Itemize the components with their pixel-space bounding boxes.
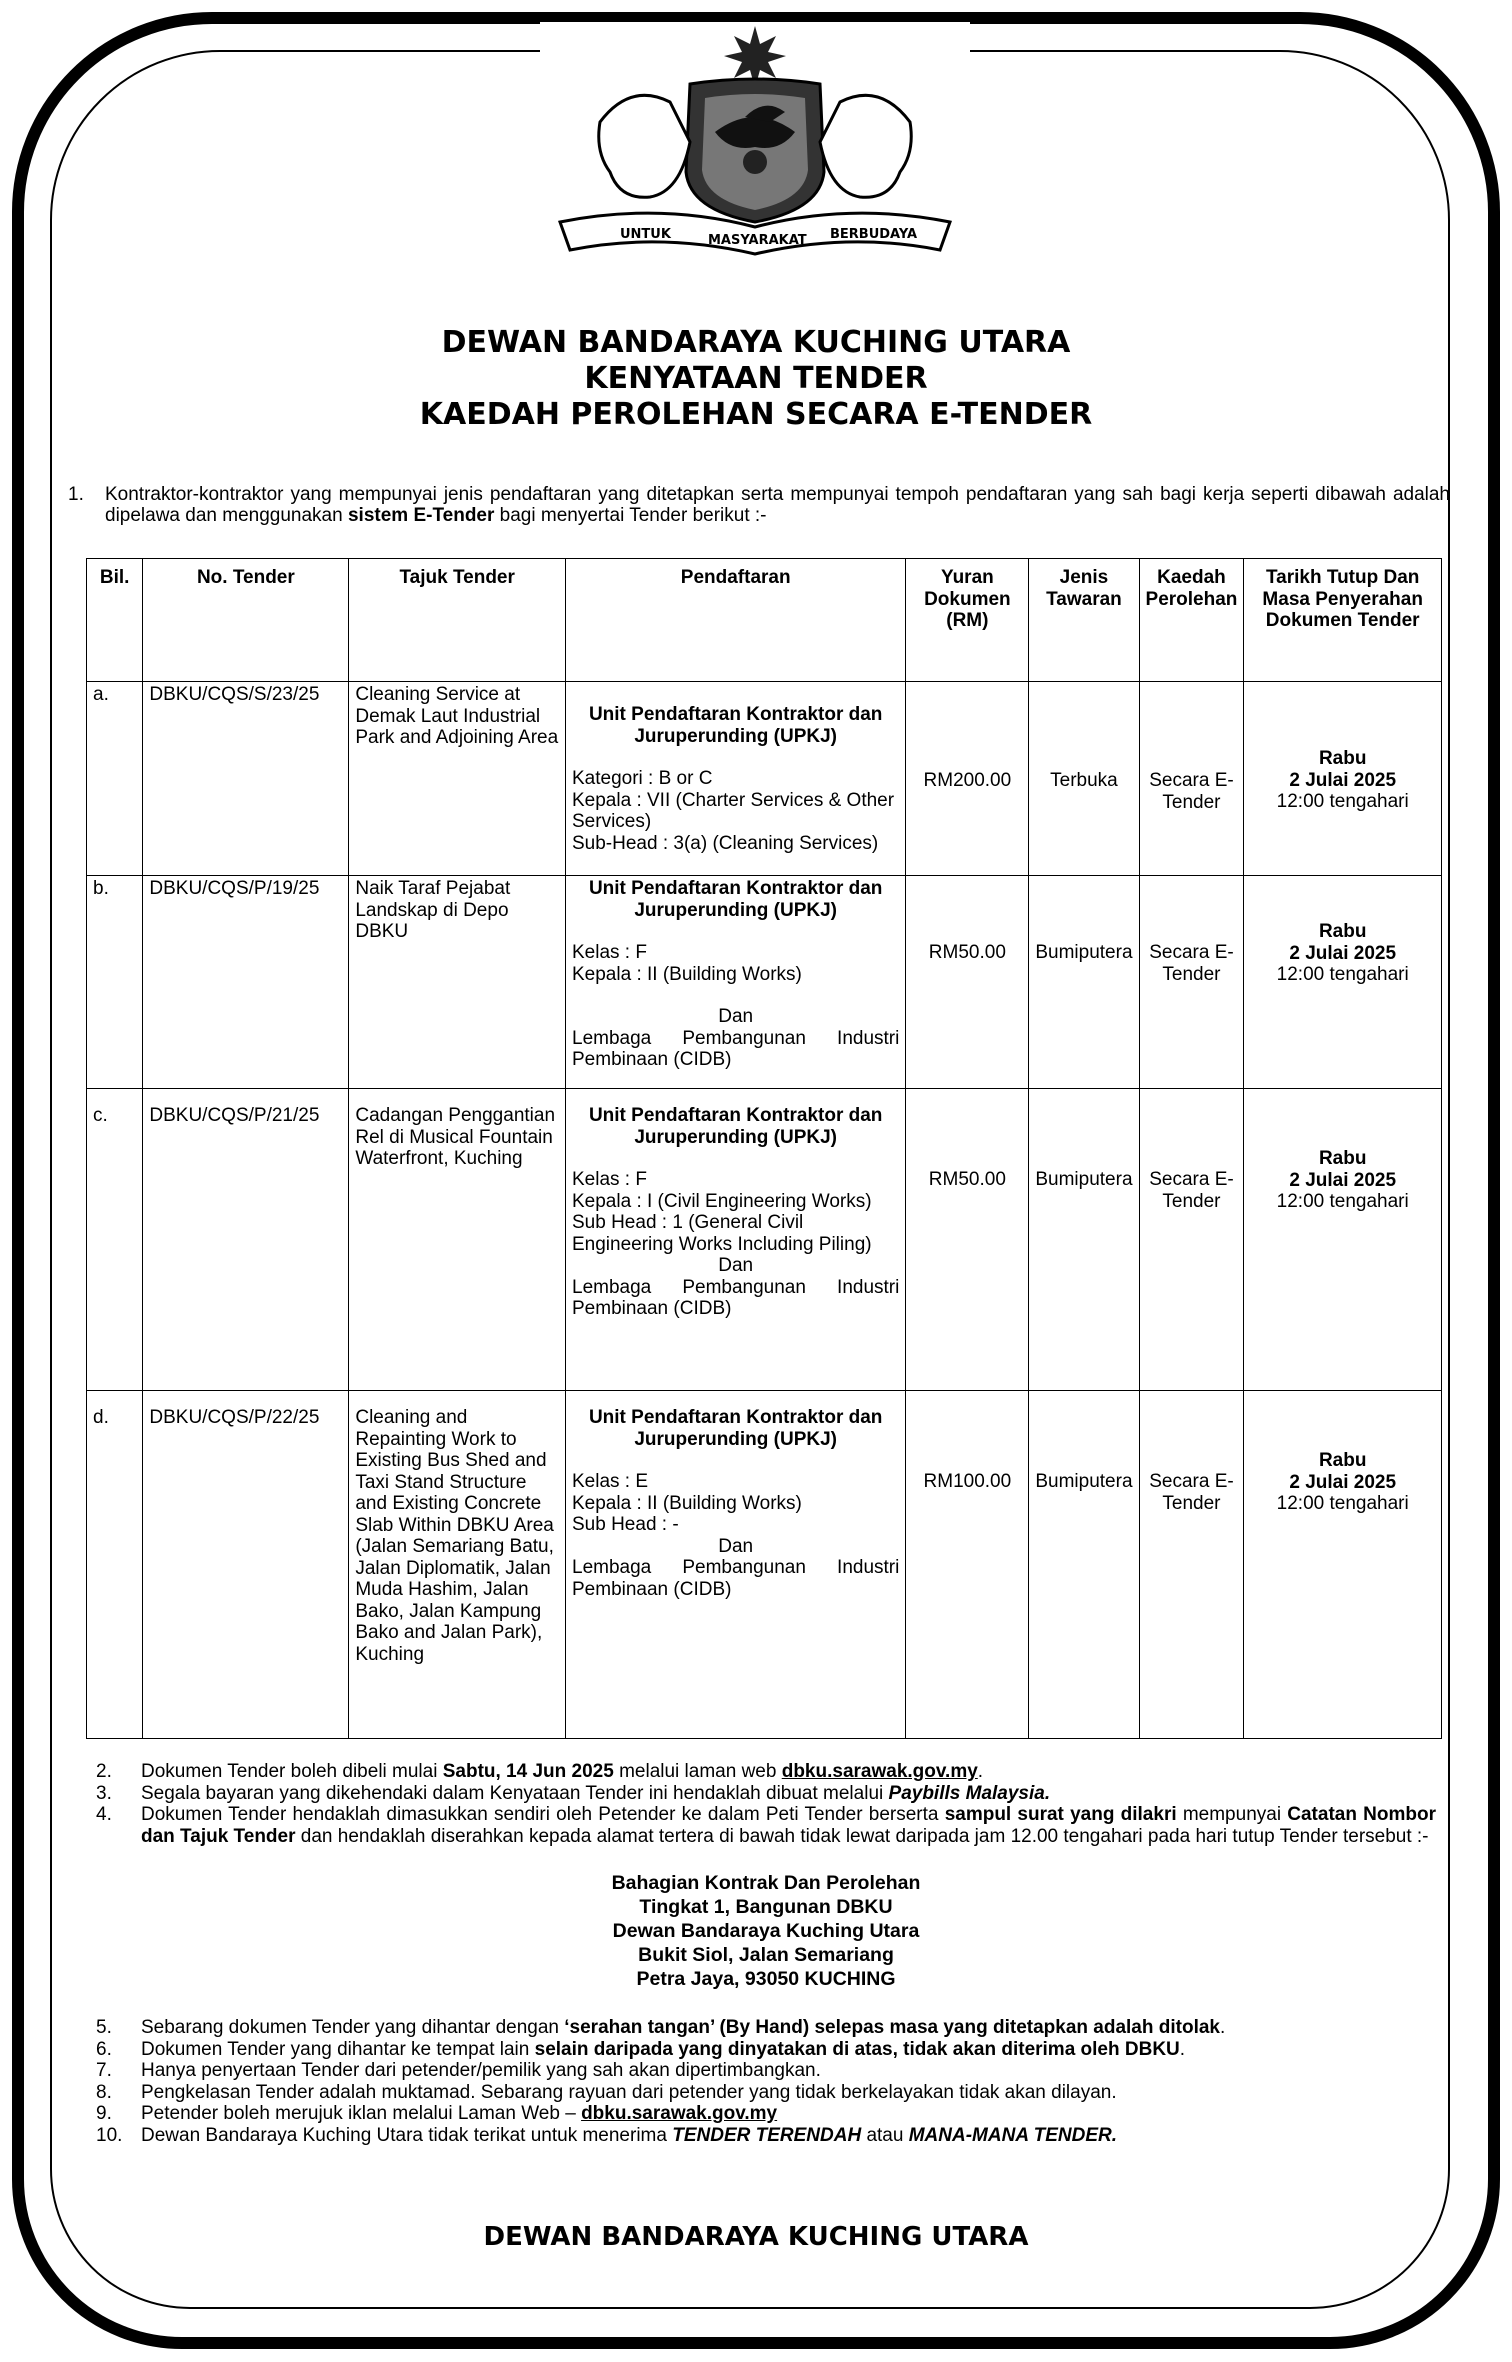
address-line: Bukit Siol, Jalan Semariang bbox=[638, 1944, 894, 1966]
detail-line: Kepala : I (Civil Engineering Works) bbox=[572, 1190, 872, 1212]
detail-line: Kepala : II (Building Works) bbox=[572, 963, 802, 985]
dan-label: Dan bbox=[718, 1535, 754, 1557]
row-bil: d. bbox=[87, 1391, 143, 1739]
row-day: Rabu bbox=[1318, 1450, 1367, 1471]
header-kaedah: Kaedah Perolehan bbox=[1139, 559, 1244, 682]
note-text: mempunyai bbox=[1176, 1804, 1288, 1825]
row-yuran: RM200.00 bbox=[923, 770, 1012, 791]
note-text: . bbox=[1219, 2017, 1226, 2038]
note-2 bbox=[96, 1761, 1436, 1783]
detail-line: Kepala : II (Building Works) bbox=[572, 1492, 802, 1514]
row-kaedah: Secara E-Tender bbox=[1149, 942, 1234, 985]
notes-section bbox=[96, 1761, 1436, 2146]
row-date: 2 Julai 2025 bbox=[1289, 1471, 1397, 1493]
note-bold: ‘serahan tangan’ (By Hand) selepas masa yang ditetapkan adalah ditolak bbox=[564, 2017, 1220, 2038]
row-tajuk: Naik Taraf Pejabat Landskap di Depo DBKU bbox=[349, 876, 566, 1089]
row-day: Rabu bbox=[1318, 1148, 1367, 1169]
detail-line: Sub-Head : 3(a) (Cleaning Services) bbox=[572, 832, 879, 854]
header-yuran: Yuran Dokumen (RM) bbox=[906, 559, 1029, 682]
header-pendaftaran: Pendaftaran bbox=[566, 559, 906, 682]
row-day: Rabu bbox=[1318, 748, 1367, 769]
delivery-address bbox=[96, 1871, 1436, 1991]
row-time: 12:00 tengahari bbox=[1276, 1191, 1409, 1212]
note-text: dan hendaklah diserahkan kepada alamat tertera di bawah tidak lewat daripada jam 12.00 tengahari pada hari tutup Tender tersebut :- bbox=[295, 1825, 1429, 1847]
logo-motto-1: UNTUK bbox=[620, 227, 671, 242]
row-day: Rabu bbox=[1318, 921, 1367, 942]
address-line: Tingkat 1, Bangunan DBKU bbox=[639, 1896, 893, 1918]
row-kaedah: Secara E-Tender bbox=[1149, 1471, 1234, 1514]
note-4 bbox=[96, 1804, 1436, 1847]
detail-line: Kategori : B or C bbox=[572, 768, 713, 789]
note-text: Pengkelasan Tender adalah muktamad. Sebarang rayuan dari petender yang tidak berkelayakan tidak akan dilayan. bbox=[141, 2081, 1117, 2103]
note-bold: sampul surat yang dilakri bbox=[944, 1804, 1177, 1825]
dan-label: Dan bbox=[718, 1006, 754, 1027]
row-kaedah: Secara E-Tender bbox=[1149, 1169, 1234, 1212]
header-jenis: Jenis Tawaran bbox=[1029, 559, 1139, 682]
note-number: 4. bbox=[96, 1804, 112, 1825]
note-text: Dokumen Tender yang dihantar ke tempat lain bbox=[141, 2038, 535, 2060]
detail-line: Kepala : VII (Charter Services & Other Services) bbox=[572, 789, 895, 832]
row-pendaftaran bbox=[566, 876, 906, 1089]
note-bold: Catatan Nombor dan Tajuk Tender bbox=[141, 1804, 1436, 1847]
table-row bbox=[87, 682, 1442, 876]
note-number: 8. bbox=[96, 2081, 112, 2103]
website-link[interactable]: dbku.sarawak.gov.my bbox=[781, 1761, 978, 1782]
note-text: Hanya penyertaan Tender dari petender/pemilik yang sah akan dipertimbangkan. bbox=[141, 2060, 821, 2081]
note-bold: TENDER TERENDAH bbox=[672, 2124, 862, 2146]
row-yuran: RM50.00 bbox=[928, 942, 1006, 963]
table-header-row bbox=[87, 559, 1442, 682]
signature-org: DEWAN BANDARAYA KUCHING UTARA bbox=[483, 2222, 1029, 2252]
row-no-tender: DBKU/CQS/P/21/25 bbox=[143, 1089, 349, 1391]
note-text: Petender boleh merujuk iklan melalui Laman Web – bbox=[141, 2103, 582, 2124]
note-bold: MANA-MANA TENDER. bbox=[908, 2124, 1118, 2146]
intro-number: 1. bbox=[68, 484, 84, 505]
note-5 bbox=[96, 2017, 1436, 2039]
row-kaedah: Secara E-Tender bbox=[1149, 770, 1234, 813]
header-tarikh: Tarikh Tutup Dan Masa Penyerahan Dokumen Tender bbox=[1244, 559, 1442, 682]
row-jenis: Bumiputera bbox=[1035, 1169, 1133, 1190]
upkj-label: Unit Pendaftaran Kontraktor dan Juruperunding (UPKJ) bbox=[588, 704, 883, 747]
header-bil: Bil. bbox=[87, 559, 143, 682]
note-7 bbox=[96, 2060, 1436, 2082]
note-text: Sebarang dokumen Tender yang dihantar dengan bbox=[141, 2017, 565, 2038]
row-bil: b. bbox=[87, 876, 143, 1089]
note-text: atau bbox=[861, 2124, 909, 2146]
note-number: 2. bbox=[96, 1761, 112, 1782]
row-bil: c. bbox=[87, 1089, 143, 1391]
table-row bbox=[87, 1089, 1442, 1391]
title-method: KAEDAH PEROLEHAN SECARA E-TENDER bbox=[419, 397, 1093, 432]
note-text: Segala bayaran yang dikehendaki dalam Kenyataan Tender ini hendaklah dibuat melalui bbox=[141, 1782, 889, 1804]
note-text: . bbox=[1179, 2038, 1186, 2060]
note-text: Dokumen Tender hendaklah dimasukkan sendiri oleh Petender ke dalam Peti Tender berserta bbox=[141, 1804, 945, 1825]
note-number: 5. bbox=[96, 2017, 112, 2038]
cidb-label: Lembaga Pembangunan Industri Pembinaan (CIDB) bbox=[572, 1276, 900, 1319]
table-row bbox=[87, 1391, 1442, 1739]
header-titles bbox=[0, 325, 1512, 433]
address-line: Petra Jaya, 93050 KUCHING bbox=[636, 1968, 896, 1990]
note-6 bbox=[96, 2039, 1436, 2061]
header-tajuk: Tajuk Tender bbox=[349, 559, 566, 682]
row-pendaftaran bbox=[566, 682, 906, 876]
row-no-tender: DBKU/CQS/P/22/25 bbox=[143, 1391, 349, 1739]
note-number: 3. bbox=[96, 1782, 112, 1804]
row-no-tender: DBKU/CQS/S/23/25 bbox=[143, 682, 349, 876]
intro-text-bold: sistem E-Tender bbox=[347, 505, 495, 526]
upkj-label: Unit Pendaftaran Kontraktor dan Juruperunding (UPKJ) bbox=[588, 878, 883, 921]
upkj-label: Unit Pendaftaran Kontraktor dan Juruperunding (UPKJ) bbox=[588, 1407, 883, 1450]
note-text: . bbox=[977, 1761, 984, 1782]
note-text: Dewan Bandaraya Kuching Utara tidak terikat untuk menerima bbox=[141, 2124, 673, 2146]
detail-line: Sub Head : 1 (General Civil Engineering Works Including Piling) bbox=[572, 1212, 872, 1255]
note-3 bbox=[96, 1783, 1436, 1805]
note-text: Dokumen Tender boleh dibeli mulai bbox=[141, 1761, 443, 1782]
note-bold: Paybills Malaysia. bbox=[888, 1782, 1051, 1804]
website-link[interactable]: dbku.sarawak.gov.my bbox=[581, 2103, 778, 2124]
note-9 bbox=[96, 2103, 1436, 2125]
title-org: DEWAN BANDARAYA KUCHING UTARA bbox=[441, 325, 1071, 360]
row-jenis: Bumiputera bbox=[1035, 1471, 1133, 1492]
row-jenis: Terbuka bbox=[1050, 770, 1118, 791]
note-8 bbox=[96, 2082, 1436, 2104]
row-time: 12:00 tengahari bbox=[1276, 1493, 1409, 1514]
address-line: Bahagian Kontrak Dan Perolehan bbox=[611, 1872, 921, 1894]
note-number: 7. bbox=[96, 2060, 112, 2081]
tender-table bbox=[86, 558, 1442, 1739]
note-bold: Sabtu, 14 Jun 2025 bbox=[442, 1761, 614, 1782]
note-number: 10. bbox=[96, 2124, 123, 2146]
title-notice: KENYATAAN TENDER bbox=[584, 361, 928, 396]
detail-line: Kelas : F bbox=[572, 942, 647, 963]
table-row bbox=[87, 876, 1442, 1089]
note-number: 6. bbox=[96, 2038, 112, 2060]
intro-text-a: Kontraktor-kontraktor yang mempunyai jenis pendaftaran yang ditetapkan serta mempunyai tempoh pendaftaran yang sah bagi kerja seperti dibawah adalah dipelawa dan menggunakan bbox=[105, 484, 1450, 526]
row-pendaftaran bbox=[566, 1391, 906, 1739]
detail-line: Kelas : F bbox=[572, 1169, 647, 1190]
note-number: 9. bbox=[96, 2103, 112, 2124]
row-time: 12:00 tengahari bbox=[1276, 791, 1409, 812]
note-text: melalui laman web bbox=[613, 1761, 782, 1782]
row-yuran: RM50.00 bbox=[928, 1169, 1006, 1190]
detail-line: Sub Head : - bbox=[572, 1514, 679, 1535]
dan-label: Dan bbox=[718, 1255, 754, 1276]
row-yuran: RM100.00 bbox=[923, 1471, 1012, 1492]
logo-motto-2: MASYARAKAT bbox=[708, 233, 807, 248]
upkj-label: Unit Pendaftaran Kontraktor dan Juruperunding (UPKJ) bbox=[588, 1105, 883, 1148]
address-line: Dewan Bandaraya Kuching Utara bbox=[612, 1920, 920, 1942]
cidb-label: Lembaga Pembangunan Industri Pembinaan (CIDB) bbox=[572, 1557, 900, 1600]
row-tajuk: Cleaning and Repainting Work to Existing Bus Shed and Taxi Stand Structure and Existing Concrete Slab Within DBKU Area (Jalan Semariang Batu, Jalan Diplomatik, Jalan Muda Hashim, Jalan Bako, Jalan Kampung Bako and Jalan Park), Kuching bbox=[349, 1391, 566, 1739]
row-date: 2 Julai 2025 bbox=[1289, 942, 1397, 964]
row-time: 12:00 tengahari bbox=[1276, 964, 1409, 985]
row-tajuk: Cleaning Service at Demak Laut Industrial Park and Adjoining Area bbox=[349, 682, 566, 876]
logo-motto-3: BERBUDAYA bbox=[830, 227, 918, 242]
detail-line: Kelas : E bbox=[572, 1471, 649, 1492]
row-jenis: Bumiputera bbox=[1035, 942, 1133, 963]
note-10 bbox=[96, 2125, 1436, 2147]
note-bold: selain daripada yang dinyatakan di atas, tidak akan diterima oleh DBKU bbox=[534, 2038, 1180, 2060]
intro-text-b: bagi menyertai Tender berikut :- bbox=[494, 505, 767, 526]
header-no-tender: No. Tender bbox=[143, 559, 349, 682]
row-no-tender: DBKU/CQS/P/19/25 bbox=[143, 876, 349, 1089]
row-bil: a. bbox=[87, 682, 143, 876]
row-tajuk: Cadangan Penggantian Rel di Musical Fountain Waterfront, Kuching bbox=[349, 1089, 566, 1391]
dbku-crest-logo bbox=[540, 22, 970, 257]
row-date: 2 Julai 2025 bbox=[1289, 1169, 1397, 1191]
row-pendaftaran bbox=[566, 1089, 906, 1391]
row-date: 2 Julai 2025 bbox=[1289, 769, 1397, 791]
cidb-label: Lembaga Pembangunan Industri Pembinaan (CIDB) bbox=[572, 1027, 900, 1070]
